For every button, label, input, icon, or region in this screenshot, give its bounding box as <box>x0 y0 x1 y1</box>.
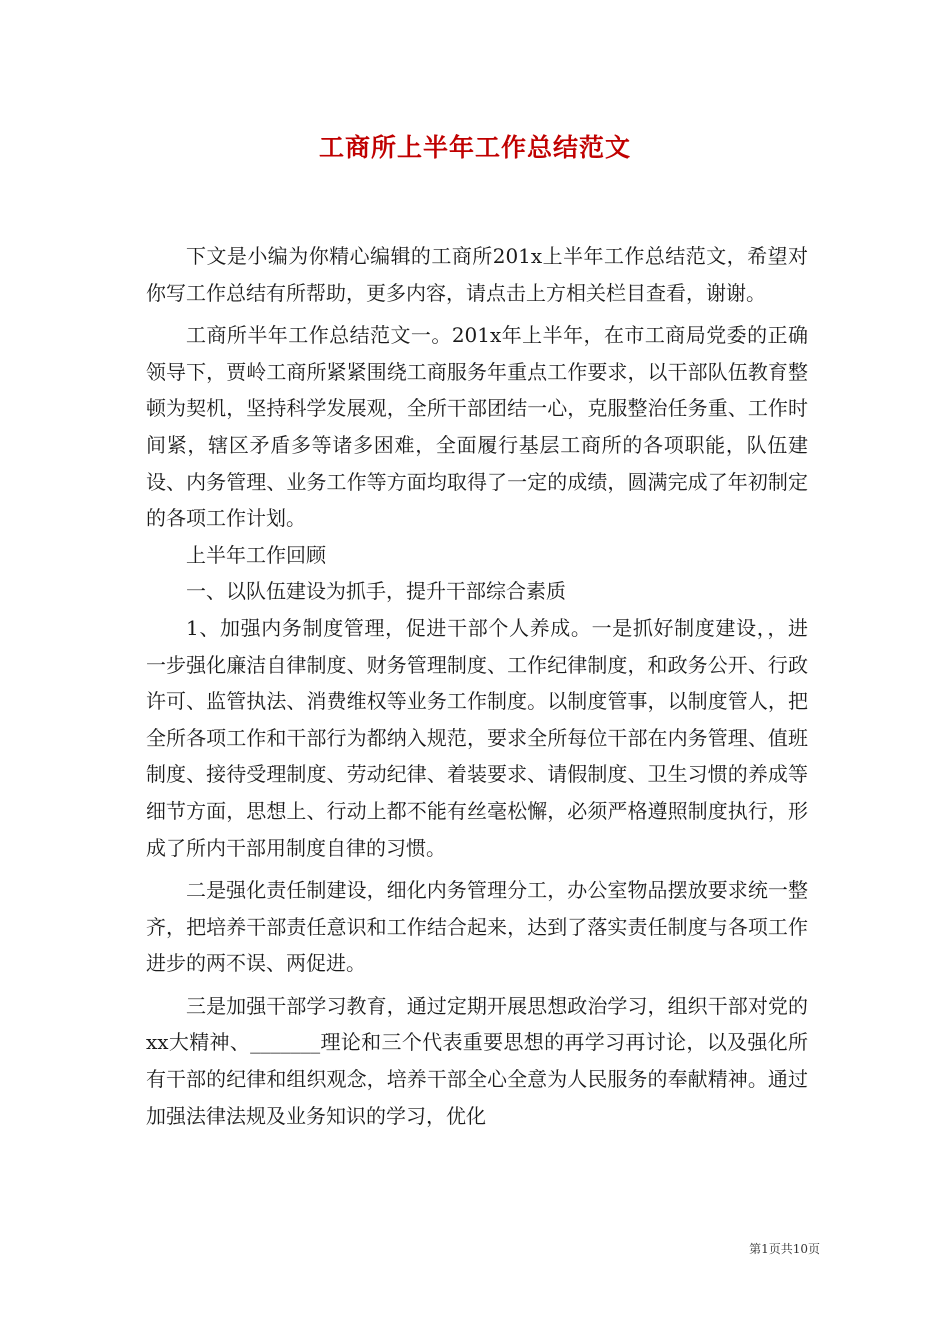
document-body <box>146 238 808 1134</box>
paragraph-internal-rules: 1、加强内务制度管理，促进干部个人养成。一是抓好制度建设，，进一步强化廉洁自律制度、财务管理制度、工作纪律制度，和政务公开、行政许可、监管执法、消费维权等业务工作制度。以制度管事，以制度管人，把全所各项工作和干部行为都纳入规范，要求全所每位干部在内务管理、值班制度、接待受理制度、劳动纪律、着装要求、请假制度、卫生习惯的养成等细节方面，思想上、行动上都不能有丝毫松懈，必须严格遵照制度执行，形成了所内干部用制度自律的习惯。 <box>146 615 808 860</box>
paragraph-responsibility: 二是强化责任制建设，细化内务管理分工，办公室物品摆放要求统一整齐，把培养干部责任意识和工作结合起来，达到了落实责任制度与各项工作进步的两不误、两促进。 <box>146 878 808 976</box>
paragraph-study-education: 三是加强干部学习教育，通过定期开展思想政治学习，组织干部对党的xx大精神、_______理论和三个代表重要思想的再学习再讨论，以及强化所有干部的纪律和组织观念，培养干部全心全意为人民服务的奉献精神。通过加强法律法规及业务知识的学习，优化 <box>146 993 808 1128</box>
section-heading-review: 上半年工作回顾 <box>186 542 326 567</box>
section-heading-team-building: 一、以队伍建设为抓手，提升干部综合素质 <box>186 579 566 604</box>
paragraph-overview: 工商所半年工作总结范文一。201x年上半年，在市工商局党委的正确领导下，贾岭工商所紧紧围绕工商服务年重点工作要求，以干部队伍教育整顿为契机，坚持科学发展观，全所干部团结一心，克服整治任务重、工作时间紧，辖区矛盾多等诸多困难，全面履行基层工商所的各项职能，队伍建设、内务管理、业务工作等方面均取得了一定的成绩，圆满完成了年初制定的各项工作计划。 <box>146 323 808 531</box>
document-title: 工商所上半年工作总结范文 <box>318 133 631 162</box>
page-number-footer: 第1页共10页 <box>749 1242 820 1256</box>
paragraph-intro: 下文是小编为你精心编辑的工商所201x上半年工作总结范文，希望对你写工作总结有所帮助，更多内容，请点击上方相关栏目查看，谢谢。 <box>146 244 808 305</box>
